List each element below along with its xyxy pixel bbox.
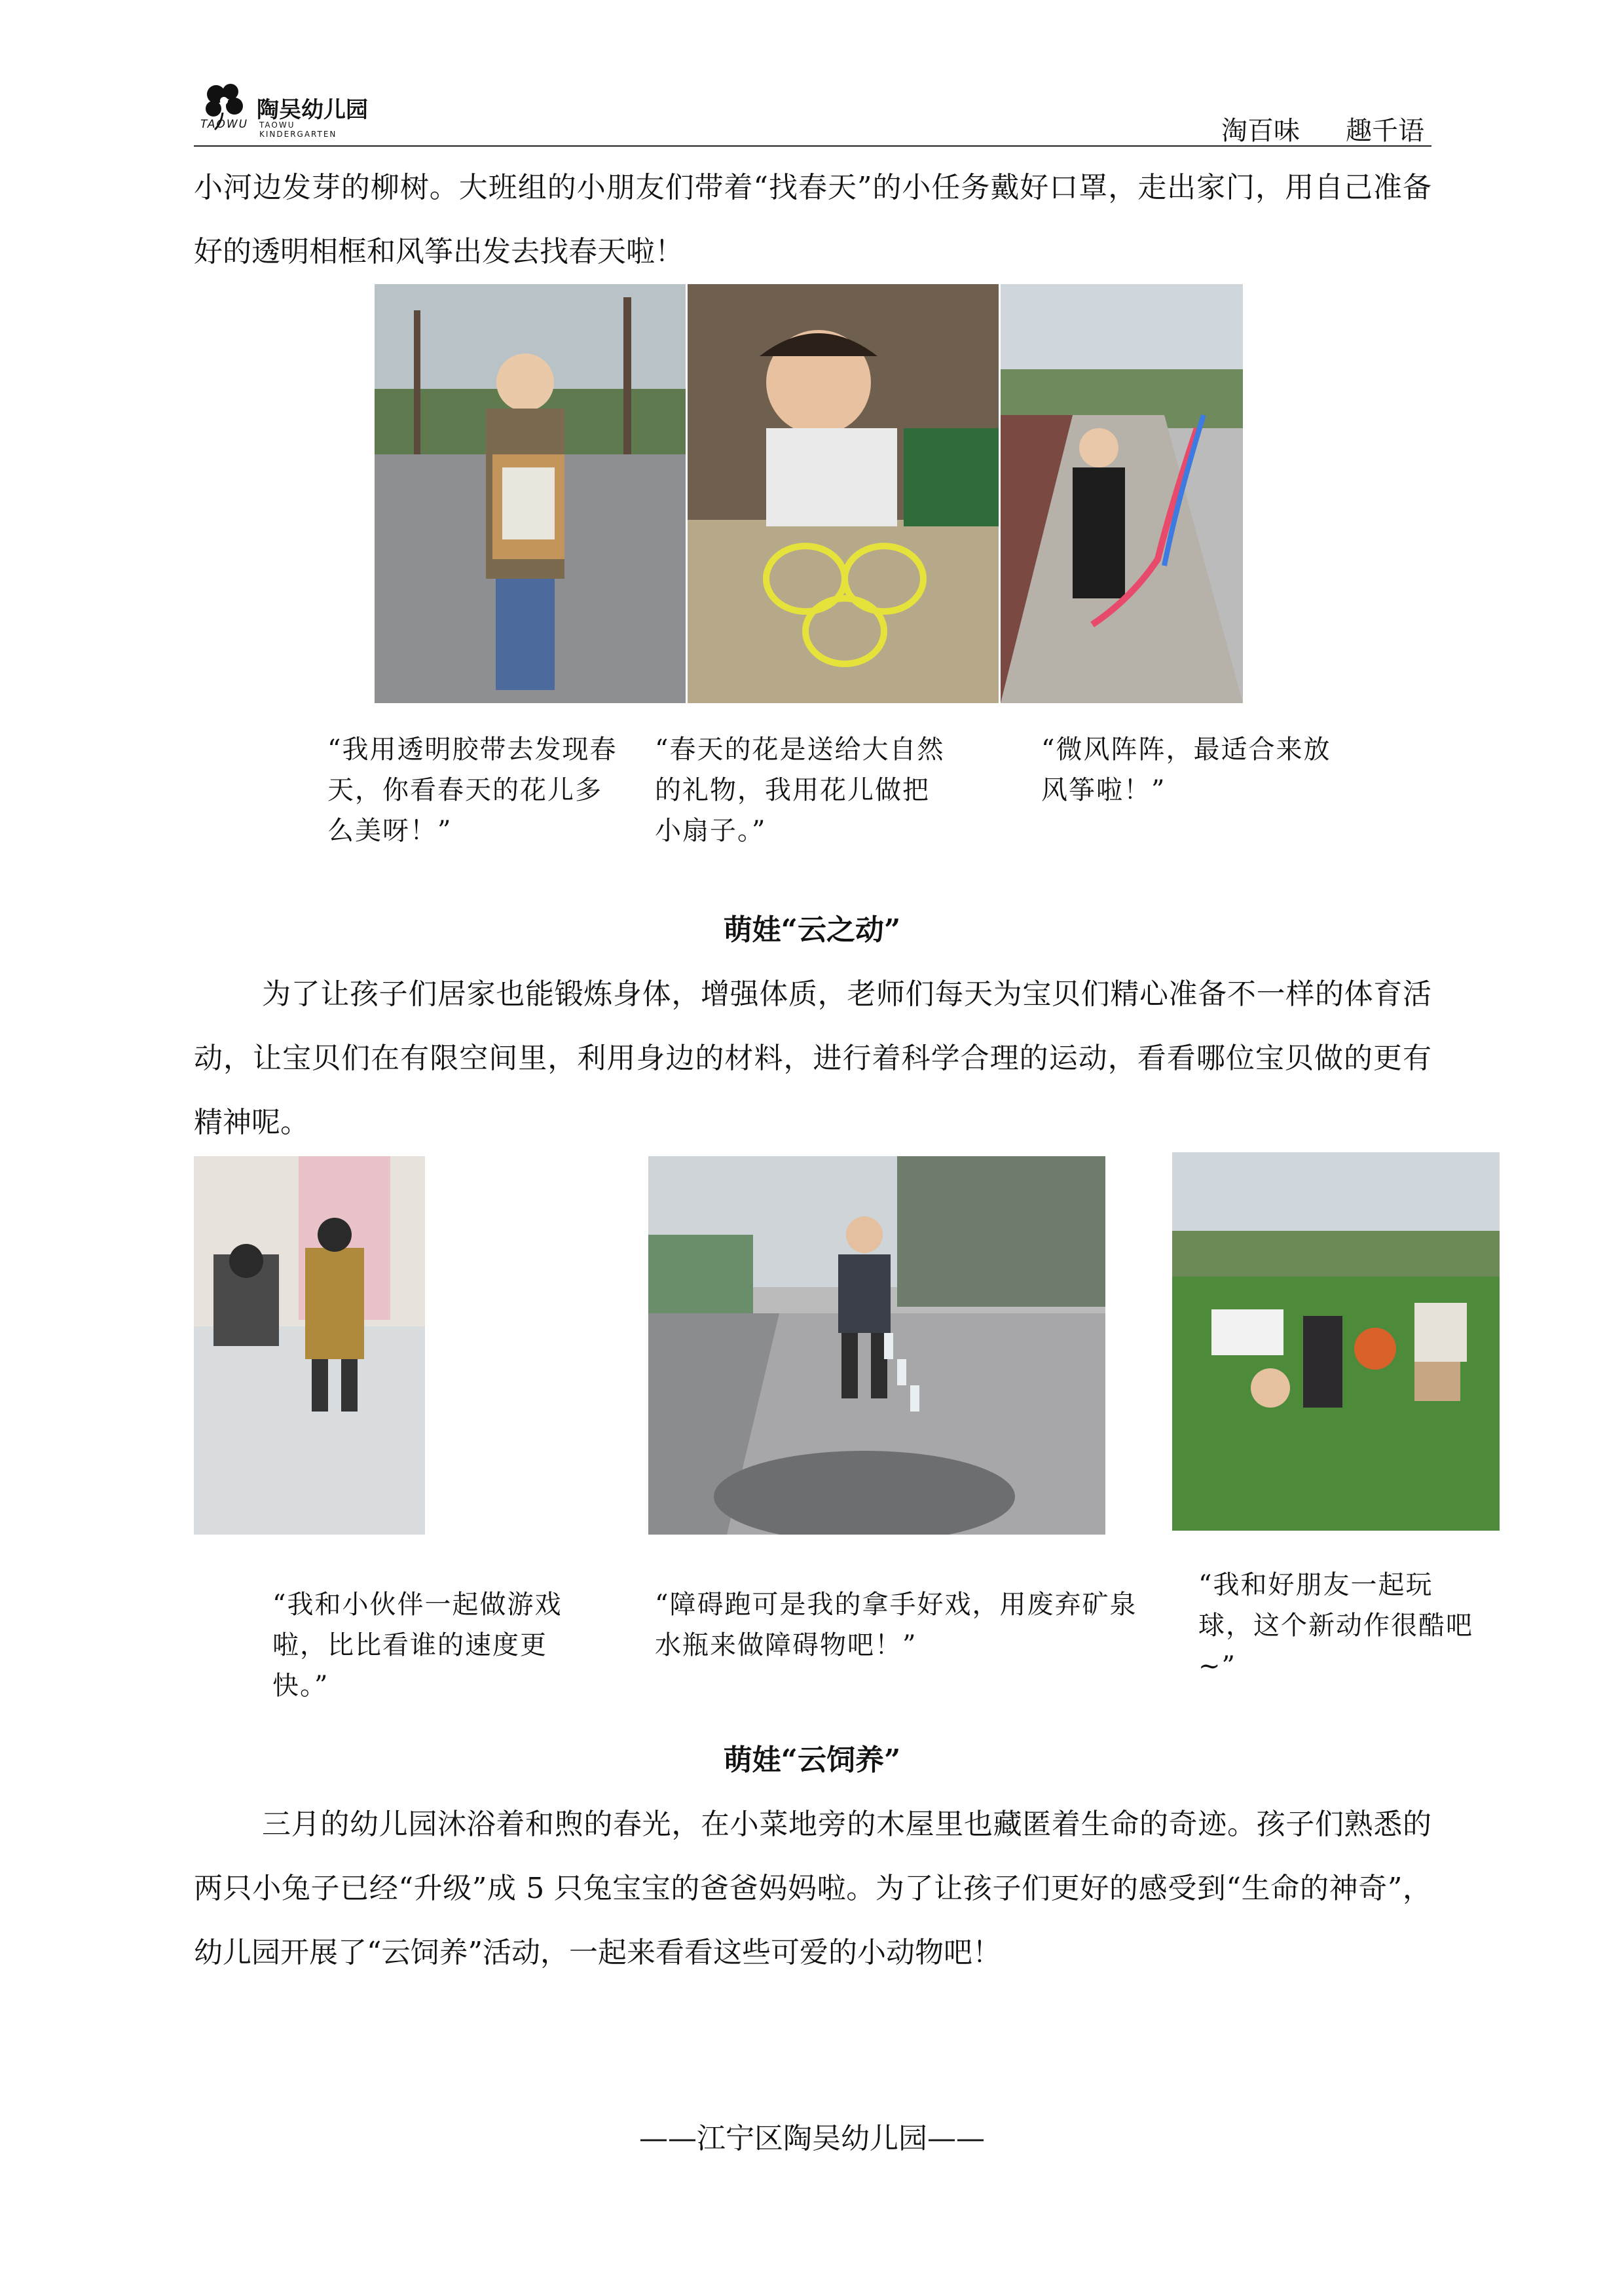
photo-playing-ball — [1172, 1152, 1500, 1531]
photo-girl-flower-fan — [688, 284, 999, 703]
photo-boy-flying-kite — [1001, 284, 1243, 703]
caption-obstacle-run: “障碍跑可是我的拿手好戏，用废弃矿泉水瓶来做障碍物吧！” — [655, 1590, 1137, 1660]
section-title-cloud-exercise: 萌娃“云之动” — [723, 913, 901, 947]
header-column-sub: 趣千语 — [1346, 116, 1424, 146]
logo-en-text: TAOWU — [200, 118, 249, 131]
kindergarten-logo — [196, 80, 373, 139]
header-column-title — [1175, 110, 1424, 147]
header-divider — [194, 145, 1431, 147]
section-title-cloud-feeding: 萌娃“云饲养” — [723, 1743, 901, 1777]
caption-indoor-game: “我和小伙伴一起做游戏啦，比比看谁的速度更快。” — [272, 1590, 563, 1701]
logo-brand-text: 陶吴幼儿园 — [257, 97, 368, 123]
caption-photo-3: “微风阵阵，最适合来放风筝啦！” — [1041, 735, 1331, 805]
page-footer: ——江宁区陶吴幼儿园—— — [639, 2122, 985, 2155]
photo-boy-with-frame — [375, 284, 686, 703]
section-paragraph-cloud-exercise: 为了让孩子们居家也能锻炼身体，增强体质，老师们每天为宝贝们精心准备不一样的体育活动，让宝贝们在有限空间里，利用身边的材料，进行着科学合理的运动，看看哪位宝贝做的更有精神呢。 — [194, 977, 1431, 1139]
caption-photo-1: “我用透明胶带去发现春天，你看春天的花儿多么美呀！” — [327, 735, 618, 846]
section-paragraph-cloud-feeding: 三月的幼儿园沐浴着和煦的春光，在小菜地旁的木屋里也藏匿着生命的奇迹。孩子们熟悉的两只小兔子已经“升级”成 5 只兔宝宝的爸爸妈妈啦。为了让孩子们更好的感受到“生命的神奇”，幼儿园开展了“云饲养”活动，一起来看看这些可爱的小动物吧！ — [194, 1808, 1431, 1969]
intro-paragraph: 小河边发芽的柳树。大班组的小朋友们带着“找春天”的小任务戴好口罩，走出家门，用自己准备好的透明相框和风筝出发去找春天啦！ — [194, 171, 1431, 268]
header-column-name: 淘百味 — [1221, 116, 1300, 146]
photo-kids-indoor-game — [194, 1156, 425, 1535]
logo-sub-text: TAOWU KINDERGARTEN — [259, 120, 337, 139]
caption-playing-ball: “我和好朋友一起玩球，这个新动作很酷吧~” — [1198, 1570, 1473, 1681]
caption-photo-2: “春天的花是送给大自然的礼物，我用花儿做把小扇子。” — [655, 735, 945, 846]
photo-obstacle-run — [648, 1156, 1105, 1535]
